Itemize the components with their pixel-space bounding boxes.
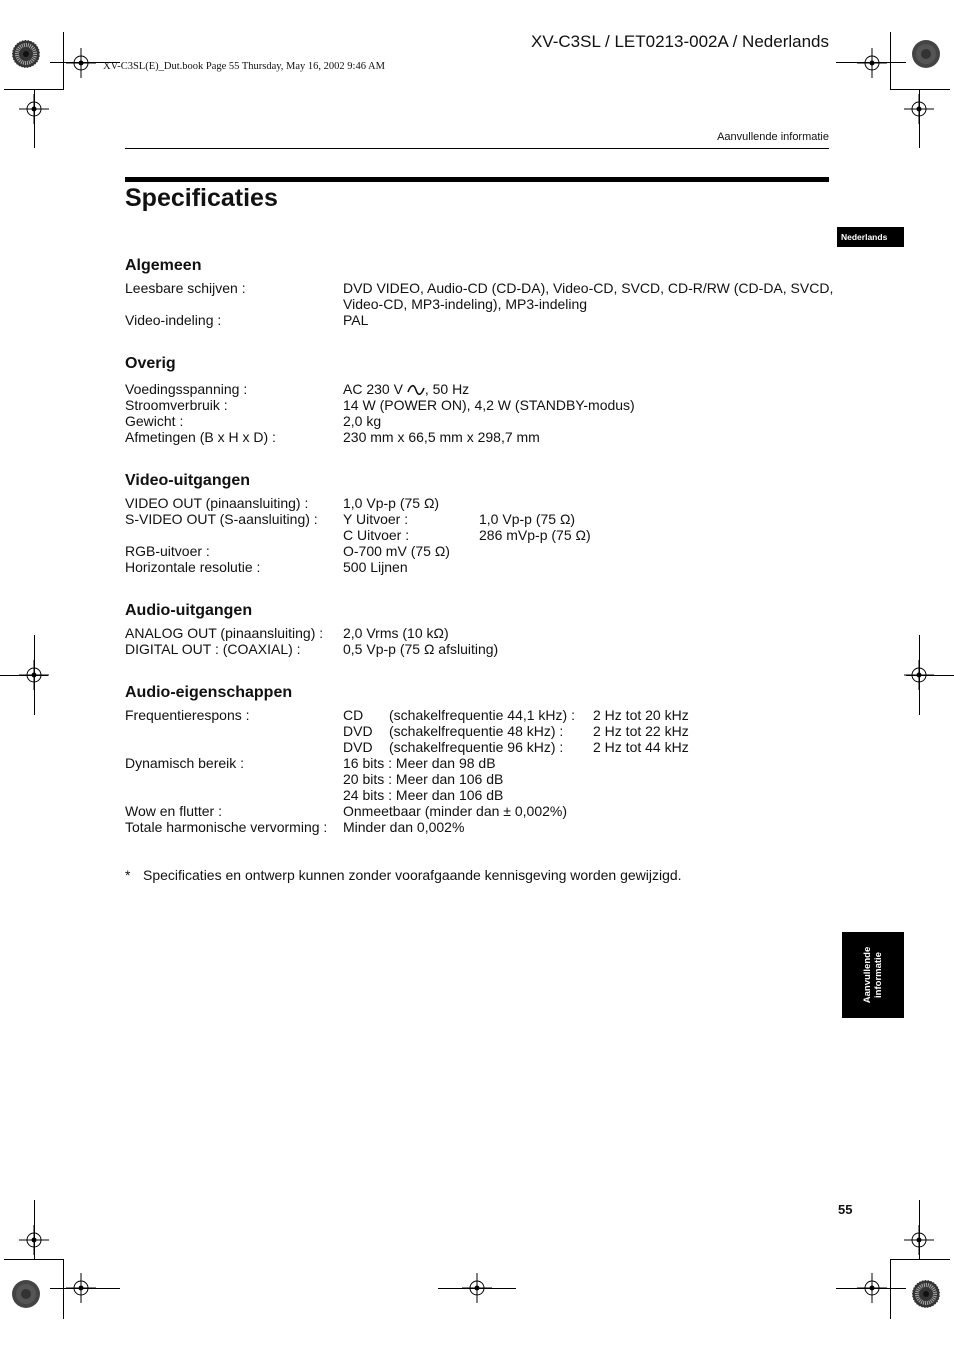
crosshair-mark-icon	[66, 48, 96, 78]
spec-value: 2,0 kg	[343, 413, 382, 429]
spec-value-continued: Video-CD, MP3-indeling), MP3-indeling	[343, 296, 588, 312]
footnote	[125, 867, 682, 883]
spec-value: 286 mVp-p (75 Ω)	[479, 527, 591, 543]
spec-value: 14 W (POWER ON), 4,2 W (STANDBY-modus)	[343, 397, 635, 413]
spec-value: Minder dan 0,002%	[343, 819, 465, 835]
section-tab-line2: informatie	[873, 952, 884, 998]
voltage-value: AC 230 V	[343, 381, 403, 397]
section-tab	[842, 932, 904, 1018]
crosshair-mark-icon	[19, 1225, 49, 1255]
spec-sub-label: C Uitvoer :	[343, 527, 410, 543]
book-info-line: XV-C3SL(E)_Dut.book Page 55 Thursday, May 16, 2002 9:46 AM	[103, 61, 385, 72]
spec-value: 24 bits : Meer dan 106 dB	[343, 787, 504, 803]
spec-label: RGB-uitvoer :	[125, 543, 210, 559]
spec-label: Stroomverbruik :	[125, 397, 228, 413]
spec-label: Afmetingen (B x H x D) :	[125, 429, 276, 445]
sampling-label: (schakelfrequentie 96 kHz) :	[389, 739, 564, 755]
section-title-general: Algemeen	[125, 257, 202, 274]
footnote-marker: *	[125, 867, 131, 883]
spec-label: Horizontale resolutie :	[125, 559, 261, 575]
spec-label: VIDEO OUT (pinaansluiting) :	[125, 495, 309, 511]
language-tab: Nederlands	[837, 227, 904, 247]
spec-label: Wow en flutter :	[125, 803, 223, 819]
spec-value	[343, 381, 469, 397]
section-title-audio-out: Audio-uitgangen	[125, 602, 253, 619]
color-rosette-icon	[11, 39, 41, 69]
section-tab-line1: Aanvullende	[862, 946, 873, 1004]
color-rosette-icon	[911, 39, 941, 69]
spec-sub-label: Y Uitvoer :	[343, 511, 409, 527]
spec-value: 2 Hz tot 22 kHz	[593, 723, 689, 739]
section-title-video-out: Video-uitgangen	[125, 472, 251, 489]
format-label: CD	[343, 707, 364, 723]
spec-value: Onmeetbaar (minder dan ± 0,002%)	[343, 803, 568, 819]
spec-label: Dynamisch bereik :	[125, 755, 245, 771]
spec-value: 2 Hz tot 44 kHz	[593, 739, 689, 755]
spec-value: 230 mm x 66,5 mm x 298,7 mm	[343, 429, 540, 445]
footnote-text: Specificaties en ontwerp kunnen zonder voorafgaande kennisgeving worden gewijzigd.	[143, 867, 682, 883]
page-title: Specificaties	[125, 184, 278, 212]
spec-label: Leesbare schijven :	[125, 280, 246, 296]
frequency-value: , 50 Hz	[424, 381, 470, 397]
spec-value: 16 bits : Meer dan 98 dB	[343, 755, 496, 771]
spec-value: DVD VIDEO, Audio-CD (CD-DA), Video-CD, SVCD, CD-R/RW (CD-DA, SVCD,	[343, 280, 834, 296]
crosshair-mark-icon	[904, 660, 934, 690]
crosshair-mark-icon	[904, 94, 934, 124]
spec-label: Video-indeling :	[125, 312, 222, 328]
spec-value: 2 Hz tot 20 kHz	[593, 707, 689, 723]
spec-label: S-VIDEO OUT (S-aansluiting) :	[125, 511, 318, 527]
document-code: XV-C3SL / LET0213-002A / Nederlands	[531, 32, 829, 51]
spec-value: 500 Lijnen	[343, 559, 408, 575]
spec-label: DIGITAL OUT : (COAXIAL) :	[125, 641, 301, 657]
section-title-audio-props: Audio-eigenschappen	[125, 684, 293, 701]
header-rule	[125, 148, 829, 149]
page-number: 55	[838, 1202, 853, 1217]
spec-value: 1,0 Vp-p (75 Ω)	[479, 511, 576, 527]
sampling-label: (schakelfrequentie 44,1 kHz) :	[389, 707, 575, 723]
spec-label: Frequentierespons :	[125, 707, 250, 723]
sampling-label: (schakelfrequentie 48 kHz) :	[389, 723, 564, 739]
title-bar	[125, 177, 829, 182]
crosshair-mark-icon	[19, 660, 49, 690]
format-label: DVD	[343, 739, 373, 755]
crosshair-mark-icon	[19, 94, 49, 124]
spec-value: PAL	[343, 312, 369, 328]
spec-value: 1,0 Vp-p (75 Ω)	[343, 495, 440, 511]
ac-wave-icon	[407, 383, 425, 397]
crosshair-mark-icon	[857, 48, 887, 78]
color-rosette-icon	[911, 1279, 941, 1309]
spec-value: 20 bits : Meer dan 106 dB	[343, 771, 504, 787]
format-label: DVD	[343, 723, 373, 739]
spec-value: O-700 mV (75 Ω)	[343, 543, 450, 559]
spec-value: 2,0 Vrms (10 kΩ)	[343, 625, 449, 641]
spec-label: Voedingsspanning :	[125, 381, 248, 397]
color-rosette-icon	[11, 1279, 41, 1309]
spec-label: Gewicht :	[125, 413, 184, 429]
crosshair-mark-icon	[904, 1225, 934, 1255]
section-title-other: Overig	[125, 355, 176, 372]
running-header: Aanvullende informatie	[717, 131, 829, 143]
spec-label: Totale harmonische vervorming :	[125, 819, 328, 835]
spec-value: 0,5 Vp-p (75 Ω afsluiting)	[343, 641, 499, 657]
spec-label: ANALOG OUT (pinaansluiting) :	[125, 625, 324, 641]
